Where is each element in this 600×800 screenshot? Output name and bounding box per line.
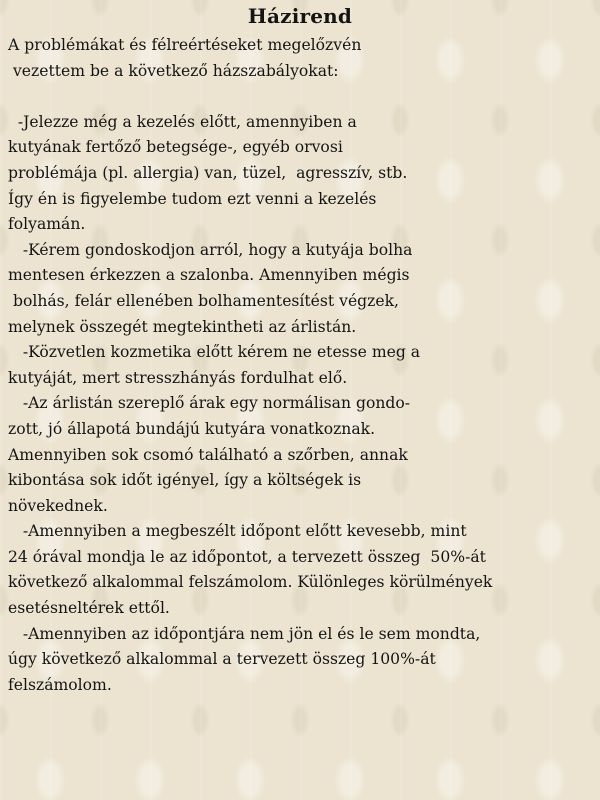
rule-line: úgy következő alkalommal a tervezett összeg 100%-át (8, 650, 436, 669)
rule-line: kutyáját, mert stresszhányás fordulhat elő. (8, 368, 348, 387)
rule-line: -Közvetlen kozmetika előtt kérem ne etesse meg a (8, 343, 421, 362)
rule-line: melynek összegét megtekintheti az árlistán. (8, 317, 357, 336)
rule-health-notice (8, 110, 594, 238)
rule-line: kutyának fertőző betegsége-, egyéb orvosi (8, 138, 343, 157)
rule-line: mentesen érkezzen a szalonba. Amennyiben mégis (8, 266, 410, 285)
paragraph-spacer (8, 84, 594, 110)
intro-line: A problémákat és félreértéseket megelőzvén (8, 36, 362, 54)
rule-line: felszámolom. (8, 675, 112, 694)
rule-line: Amennyiben sok csomó található a szőrben, annak (8, 445, 408, 464)
rule-line: folyamán. (8, 215, 86, 234)
intro-line: vezettem be a következő házszabályokat: (8, 61, 339, 80)
rule-line: 24 órával mondja le az időpontot, a tervezett összeg 50%-át (8, 547, 486, 566)
rule-no-show (8, 622, 594, 699)
rule-line: -Amennyiben a megbeszélt időpont előtt kevesebb, mint (8, 522, 467, 541)
rule-line: bolhás, felár ellenében bolhamentesítést végzek, (8, 291, 400, 310)
rule-line: -Amennyiben az időpontjára nem jön el és le sem mondta, (8, 624, 481, 643)
rule-line: kibontása sok időt igényel, így a költségek is (8, 471, 362, 490)
rule-line: -Az árlistán szereplő árak egy normálisan gondo- (8, 394, 411, 413)
rule-late-cancellation (8, 519, 594, 621)
rule-line: problémája (pl. allergia) van, tüzel, agresszív, stb. (8, 163, 408, 182)
rule-line: zott, jó állapotá bundájú kutyára vonatkoznak. (8, 419, 376, 438)
rule-line: esetésneltérek ettől. (8, 599, 170, 618)
rule-line: következő alkalommal felszámolom. Különleges körülmények (8, 573, 493, 592)
rule-price-coat-condition (8, 391, 594, 519)
page-title: Házirend (247, 4, 353, 28)
rule-line: -Kérem gondoskodjon arról, hogy a kutyája bolha (8, 240, 413, 259)
rule-line: -Jelezze még a kezelés előtt, amennyiben a (8, 112, 357, 131)
rule-no-feeding (8, 340, 594, 391)
rule-line: Így én is figyelembe tudom ezt venni a kezelés (8, 189, 377, 208)
rule-line: növekednek. (8, 496, 108, 515)
rules-text (8, 33, 594, 698)
rule-flea-free (8, 238, 594, 340)
